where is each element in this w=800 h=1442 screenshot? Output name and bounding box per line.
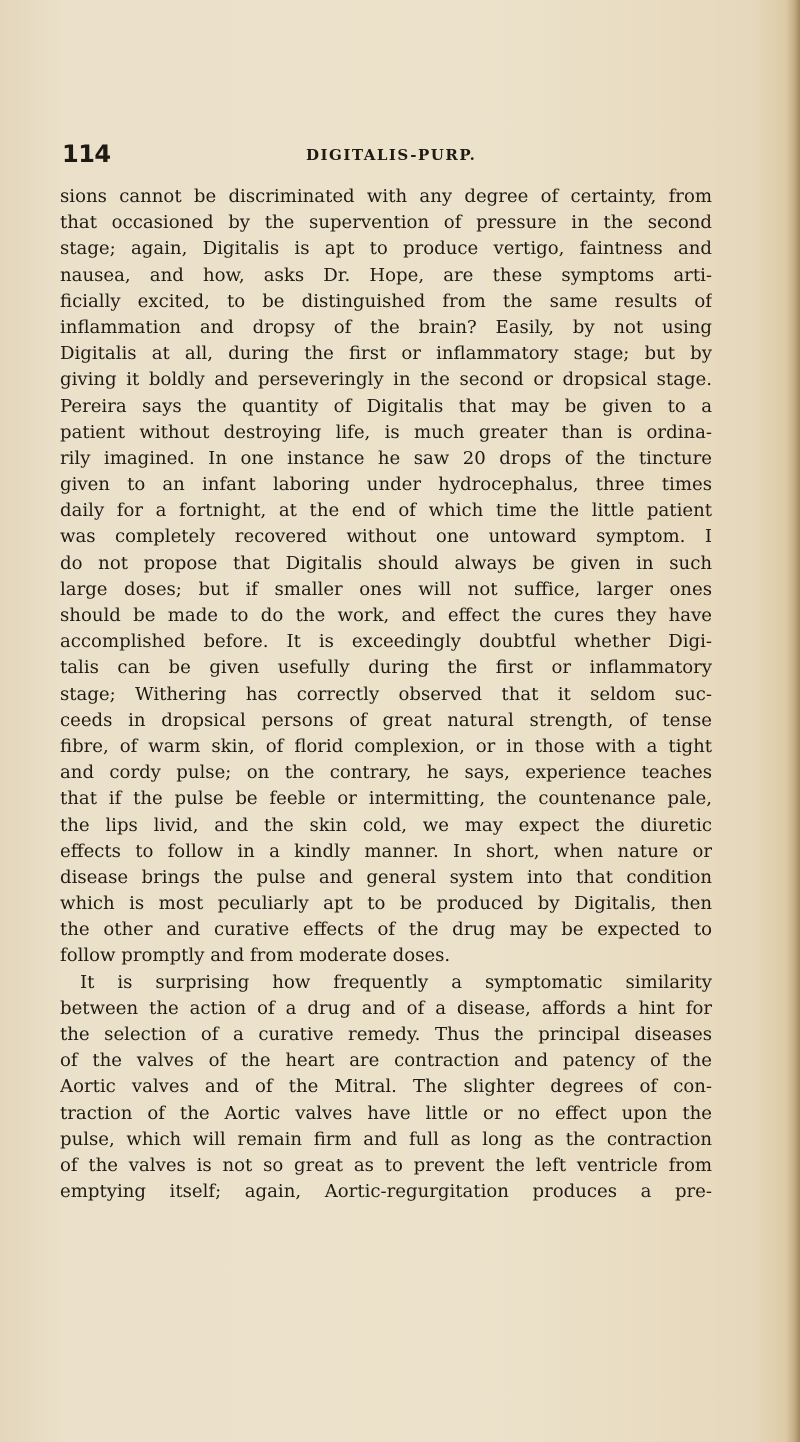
text-line: which is most peculiarly apt to be produced by Digitalis, then (60, 893, 712, 915)
text-line: giving it boldly and perseveringly in the second or dropsical stage. (60, 369, 712, 391)
text-line: traction of the Aortic valves have little or no effect upon the (60, 1102, 712, 1124)
text-line: follow promptly and from moderate doses. (60, 945, 451, 967)
text-line: accomplished before. It is exceedingly doubtful whether Digi- (60, 631, 712, 653)
text-line: emptying itself; again, Aortic-regurgitation produces a pre- (60, 1181, 712, 1203)
text-line: Aortic valves and of the Mitral. The slighter degrees of con- (60, 1076, 712, 1098)
page-header (62, 140, 712, 180)
text-line: do not propose that Digitalis should always be given in such (60, 552, 712, 574)
text-line: Digitalis at all, during the first or inflammatory stage; but by (60, 343, 712, 365)
text-line: that occasioned by the supervention of pressure in the second (60, 212, 712, 234)
text-line: the other and curative effects of the drug may be expected to (60, 919, 712, 941)
text-line: daily for a fortnight, at the end of which time the little patient (60, 500, 712, 522)
text-line: sions cannot be discriminated with any degree of certainty, from (60, 186, 712, 207)
text-line: nausea, and how, asks Dr. Hope, are these symptoms arti- (60, 264, 712, 286)
text-line: patient without destroying life, is much greater than is ordina- (60, 421, 712, 443)
text-line: rily imagined. In one instance he saw 20 drops of the tincture (60, 447, 712, 469)
text-line: given to an infant laboring under hydrocephalus, three times (60, 474, 712, 496)
text-line: of the valves is not so great as to prevent the left ventricle from (60, 1154, 712, 1176)
text-line: inflammation and dropsy of the brain? Easily, by not using (60, 316, 712, 338)
text-line: large doses; but if smaller ones will not suffice, larger ones (60, 578, 712, 600)
text-line: that if the pulse be feeble or intermitting, the countenance pale, (60, 788, 712, 810)
text-line: should be made to do the work, and effect the cures they have (60, 605, 712, 626)
text-line: was completely recovered without one untoward symptom. I (60, 526, 712, 548)
page-edge-shadow (786, 0, 800, 1442)
text-line: effects to follow in a kindly manner. In short, when nature or (60, 840, 712, 862)
text-line: between the action of a drug and of a disease, affords a hint for (60, 997, 712, 1019)
body-text (60, 184, 712, 1205)
text-line: the selection of a curative remedy. Thus the principal diseases (60, 1024, 712, 1045)
text-line: pulse, which will remain firm and full as long as the contraction (60, 1128, 712, 1150)
page-number: 114 (62, 140, 111, 168)
text-line: It is surprising how frequently a symptomatic similarity (80, 971, 712, 993)
running-head: DIGITALIS-PURP. (306, 146, 477, 164)
text-line: stage; Withering has correctly observed that it seldom suc- (60, 683, 712, 705)
text-line: stage; again, Digitalis is apt to produce vertigo, faintness and (60, 238, 712, 260)
text-line: fibre, of warm skin, of florid complexion, or in those with a tight (60, 735, 712, 757)
text-line: ceeds in dropsical persons of great natural strength, of tense (60, 709, 712, 731)
text-line: talis can be given usefully during the first or inflammatory (60, 657, 712, 679)
text-line: and cordy pulse; on the contrary, he says, experience teaches (60, 762, 712, 784)
text-line: of the valves of the heart are contraction and patency of the (60, 1050, 712, 1072)
text-line: ficially excited, to be distinguished from the same results of (60, 290, 712, 312)
text-line: disease brings the pulse and general system into that condition (60, 866, 712, 888)
text-line: Pereira says the quantity of Digitalis that may be given to a (60, 395, 712, 417)
text-line: the lips livid, and the skin cold, we may expect the diuretic (60, 814, 712, 836)
